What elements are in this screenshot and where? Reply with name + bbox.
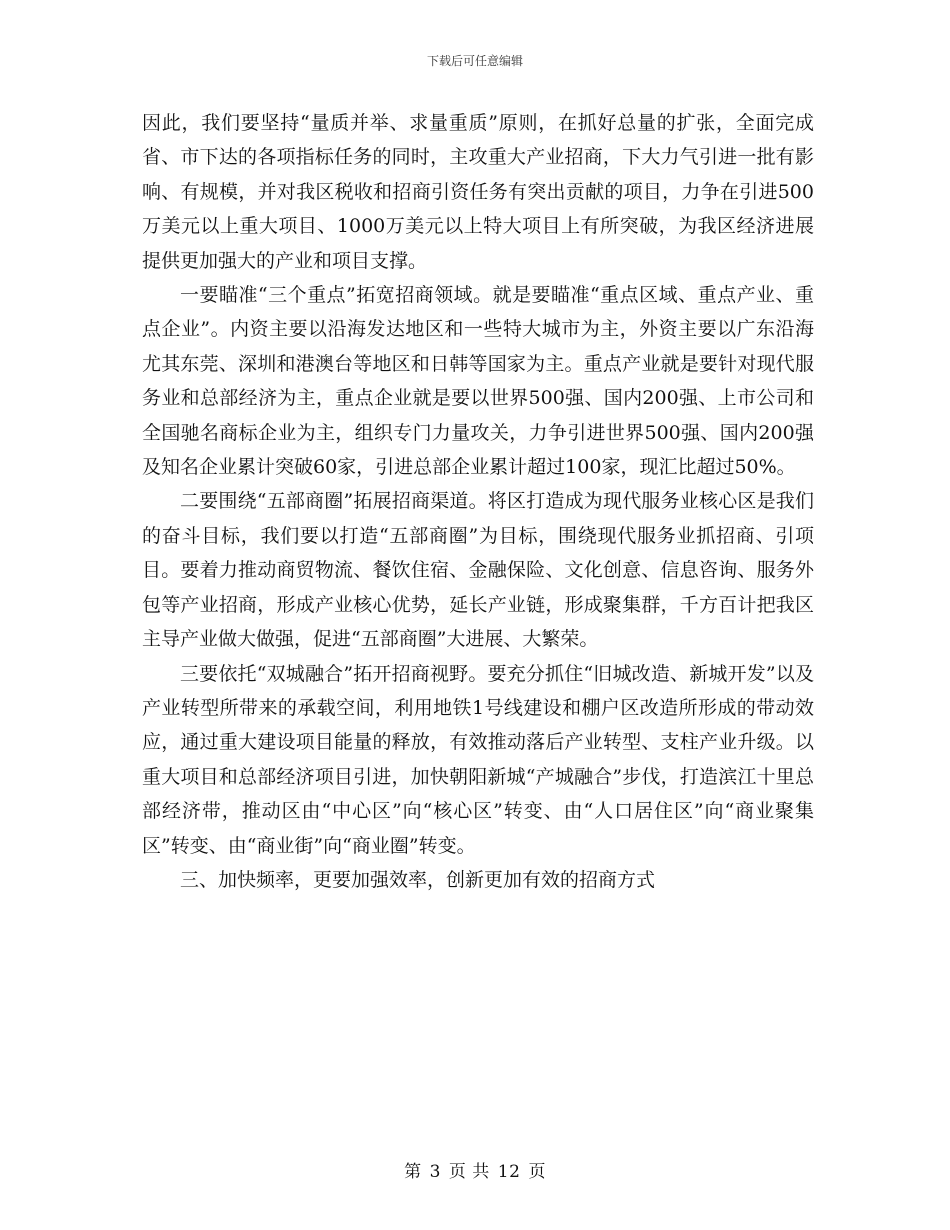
footer-suffix: 页 [528,1162,546,1182]
paragraph-2: 一要瞄准“三个重点”拓宽招商领域。就是要瞄准“重点区域、重点产业、重点企业”。内资主要以沿海发达地区和一些特大城市为主，外资主要以广东沿海尤其东莞、深圳和港澳台等地区和日韩等国家为主。重点产业就是要针对现代服务业和总部经济为主，重点企业就是要以世界500强、国内200强、上市公司和全国驰名商标企业为主，组织专门力量攻关，力争引进世界500强、国内200强及知名企业累计突破60家，引进总部企业累计超过100家，现汇比超过50%。 [142,284,814,479]
footer-total-pages: 12 [497,1162,521,1182]
paragraph-1: 因此，我们要坚持“量质并举、求量重质”原则，在抓好总量的扩张，全面完成省、市下达的各项指标任务的同时，主攻重大产业招商，下大力气引进一批有影响、有规模，并对我区税收和招商引资任务有突出贡献的项目，力争在引进500万美元以上重大项目、1000万美元以上特大项目上有所突破，为我区经济进展提供更加强大的产业和项目支撑。 [142,112,814,272]
document-body [142,106,814,897]
footer-prefix: 第 [404,1162,422,1182]
footer-page-number: 3 [429,1162,441,1182]
paragraph-4: 三要依托“双城融合”拓开招商视野。要充分抓住“旧城改造、新城开发”以及产业转型所带来的承载空间，利用地铁1号线建设和棚户区改造所形成的带动效应，通过重大建设项目能量的释放，有效推动落后产业转型、支柱产业升级。以重大项目和总部经济项目引进，加快朝阳新城“产城融合”步伐，打造滨江十里总部经济带，推动区由“中心区”向“核心区”转变、由“人口居住区”向“商业聚集区”转变、由“商业街”向“商业圈”转变。 [142,662,814,857]
page-header-note: 下载后可任意编辑 [426,54,523,68]
footer-middle: 页 共 [448,1162,490,1182]
section-heading: 三、加快频率，更要加强效率，创新更加有效的招商方式 [180,868,656,891]
paragraph-3: 二要围绕“五部商圈”拓展招商渠道。将区打造成为现代服务业核心区是我们的奋斗目标，我们要以打造“五部商圈”为目标，围绕现代服务业抓招商、引项目。要着力推动商贸物流、餐饮住宿、金融保险、文化创意、信息咨询、服务外包等产业招商，形成产业核心优势，延长产业链，形成聚集群，千方百计把我区主导产业做大做强，促进“五部商圈”大进展、大繁荣。 [142,490,814,651]
page-footer [0,1157,950,1182]
